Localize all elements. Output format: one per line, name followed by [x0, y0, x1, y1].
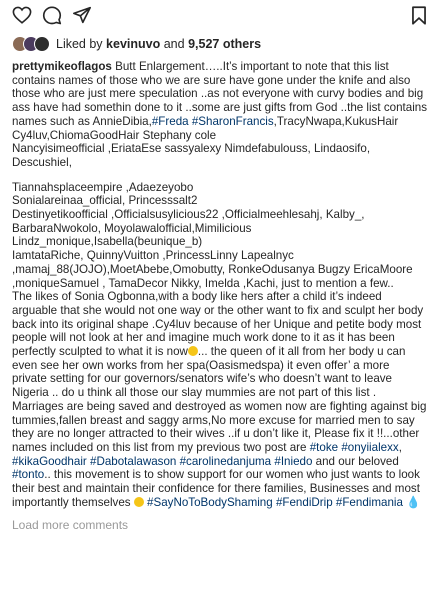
post-caption: prettymikeoflagos Butt Enlargement…..It’s important to note that this list contains names of those who we are sure have gone under the knife and also those who are just mere speculation ..as not everyone with curvy bodies and big ass have had somethin done to it ..some are just gifts from God ..the list contains names such as AnnieDibia,#Freda #SharonFrancis,TracyNwapa,KukusHair Cy4luv,ChiomaGoodHair Stephany cole Nancyisimeofficial ,EriataEse sassyalexy Nimdefabulouss, Lindaosifo, Descushiel, Tiannahsplaceempire ,Adaezeyobo Sonialareinaa_official, Princesssalt2 Destinyetikoofficial ,Officialsusylicious22 ,Officialmeehlesahj, Kalby_, BarbaraNwokolo, Moyolawalofficial,Mimilicious Lindz_monique,Isabella(beunique_b) IamtataRiche, QuinnyVuitton ,PrincessLinny Lapealnyc ,mamaj_88(JOJO),MoetAbebe,Omobutty, RonkeOdusanya Bugzy EricaMoore ,moniqueSamuel , TamaDecor Nikky, Imelda ,Kachi, just to mention a few.. The likes of Sonia Ogbonna,with a body like hers after a child it’s indeed arguable that she would not one way or the other want to fix and sculpt her body back into its original shape .Cy4luv because of her Unique and petite body most people will not look at her and imagine much work done to it as it has been perfectly sculpted to what it is now ... the queen of it all from her body u can even see her own works from her spa(Oasismedspa) it even offer’ a more private setting for our governors/senators wife’s who doesn’t want to leave Nigeria .. do u think all those our slay mummies are not part of this list . Marriages are being saved and destroyed as women now are fighting against big tummies,fallen breast and saggy arms,No more excuse for married men to say they are no longer attracted to their wives ..if u don’t like it, Please fix it !!...other names included on this list from my previous two post are #toke #onyiialexx, #kikaGoodhair #Dabotalawason #carolinedanjuma #Iniedo and our beloved #tonto.. this movement is to show support for our women who just wants to look their best and maintain their confidence for there families, Businesses and most importantly themselves #SayNoToBodyShaming #FendiDrip #Fendimania 💧	[12, 60, 428, 509]
hashtag-link[interactable]: #kikaGoodhair	[12, 454, 87, 468]
caption-text: Lindz_monique,Isabella(beunique_b)	[12, 235, 203, 249]
hashtag-link[interactable]: #tonto	[12, 468, 45, 482]
caption-text: Butt Enlargement…..It’s important to note that this list contains names of those who we are sure have gone under the knife and also those who are just mere speculation ..as not everyone with curvy bodies and big ass have had somethin done to it ..some are just gifts from God ..the list contains names such as AnnieDibia,	[12, 60, 428, 128]
comment-icon[interactable]	[42, 6, 62, 25]
likes-prefix: Liked by	[56, 37, 103, 51]
caption-text: Sonialareinaa_official, Princesssalt2	[12, 194, 198, 208]
likes-count[interactable]: 9,527 others	[188, 37, 262, 51]
caption-text: Tiannahsplaceempire ,Adaezeyobo	[12, 180, 194, 194]
hashtag-link[interactable]: #Fendimania	[335, 495, 403, 509]
avatar	[34, 36, 50, 52]
hashtag-link[interactable]: #Iniedo	[274, 454, 313, 468]
liker-avatars[interactable]	[12, 36, 45, 52]
hashtag-link[interactable]: #toke	[309, 440, 339, 454]
likes-joiner: and	[163, 37, 185, 51]
hashtag-link[interactable]: #Freda	[151, 114, 189, 128]
crown-emoji-icon	[134, 497, 144, 507]
caption-username[interactable]: prettymikeoflagos	[12, 60, 112, 73]
post-action-bar	[0, 0, 439, 26]
crown-emoji-icon	[188, 346, 198, 356]
hashtag-link[interactable]: #Dabotalawason	[90, 454, 177, 468]
caption-text: IamtataRiche, QuinnyVuitton ,PrincessLinny Lapealnyc ,mamaj_88(JOJO),MoetAbebe,Omobutty, RonkeOdusanya Bugzy EricaMoore ,moniqueSamuel , TamaDecor Nikky, Imelda ,Kachi, just to mention a few..	[12, 249, 413, 290]
caption-text: ,TracyNwapa,KukusHair Cy4luv,ChiomaGoodHair Stephany cole	[12, 114, 399, 142]
likes-row	[0, 26, 439, 54]
water-drop-icon: 💧	[406, 495, 421, 509]
caption-text: ... the queen of it all from her body u can even see her own works from her spa(Oasismedspa) it even offer’ a more private setting for our governors/senators wife’s who doesn’t want to leave Nigeria .. do u think all those our slay mummies are not part of this list . Marriages are being saved and destroyed as women now are fighting against big tummies,fallen breast and saggy arms,No more excuse for married men to say they are no longer attracted to their wives ..if u don’t like it, Please fix it !!...other names included on this list from my previous two post are	[12, 345, 427, 454]
hashtag-link[interactable]: #SayNoToBodyShaming	[147, 495, 273, 509]
hashtag-link[interactable]: #carolinedanjuma	[179, 454, 272, 468]
liker-username[interactable]: kevinuvo	[106, 37, 161, 51]
hashtag-link[interactable]: #onyiialexx	[341, 440, 399, 454]
heart-icon[interactable]	[12, 6, 32, 24]
bookmark-icon[interactable]	[411, 6, 427, 25]
share-icon[interactable]	[72, 6, 92, 24]
caption-text: Nancyisimeofficial ,EriataEse sassyalexy Nimdefabulouss, Lindaosifo, Descushiel,	[12, 142, 371, 169]
hashtag-link[interactable]: #FendiDrip	[275, 495, 333, 509]
load-more-comments-link[interactable]: Load more comments	[12, 517, 129, 532]
caption-text: .. this movement is to show support for our women who just wants to look their best and maintain their confidence for there families, Businesses and most importantly themselves	[12, 468, 420, 509]
hashtag-link[interactable]: #SharonFrancis	[191, 114, 274, 128]
caption-text: Destinyetikoofficial ,Officialsusylicious22 ,Officialmeehlesahj, Kalby_, BarbaraNwokolo, Moyolawalofficial,Mimilicious	[12, 208, 365, 235]
caption-text: and our beloved	[315, 454, 399, 468]
caption-text: The likes of Sonia Ogbonna,with a body like hers after a child it’s indeed arguable that she would not one way or the other want to fix and sculpt her body back into its original shape .Cy4luv because of her Unique and petite body most people will not look at her and imagine much work done to it as it has been perfectly sculpted to what it is now	[12, 290, 424, 359]
